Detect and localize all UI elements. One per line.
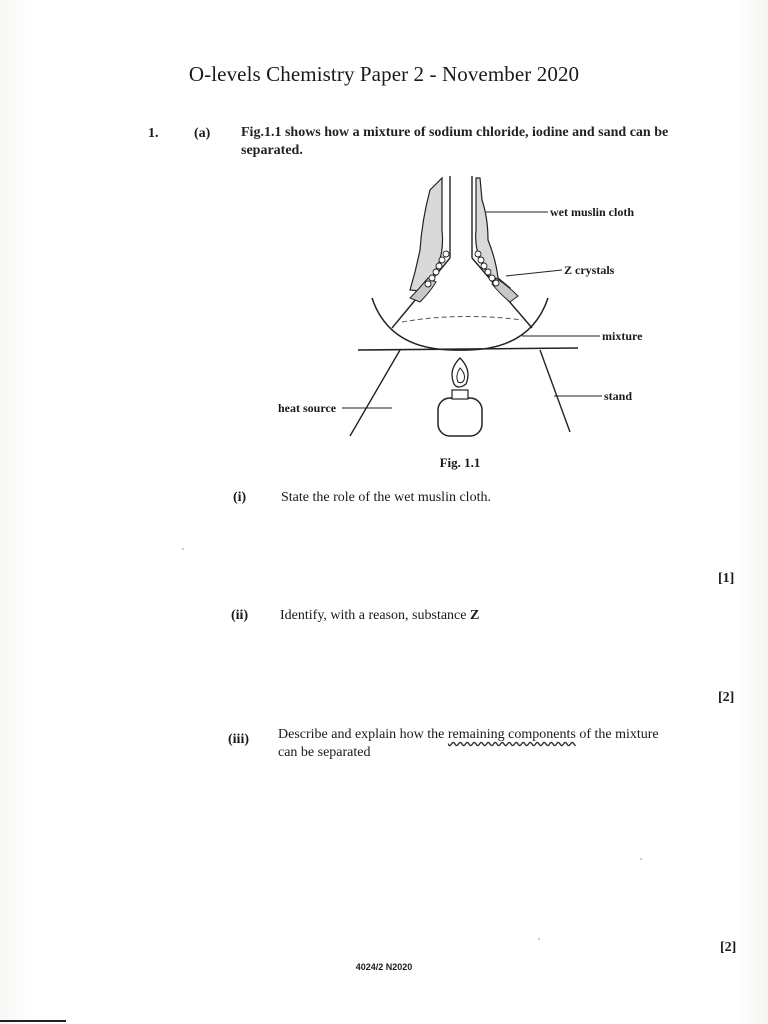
label-z-crystals: Z crystals [564, 263, 615, 277]
subquestion-i-text: State the role of the wet muslin cloth. [281, 490, 491, 505]
subquestion-ii-marks: [2] [718, 690, 735, 705]
subquestion-iii-text-b: of the mixture [575, 727, 659, 742]
paper-code-footer: 4024/2 N2020 [355, 962, 413, 972]
subquestion-iii-text [278, 726, 718, 762]
page-edge-line [0, 1020, 66, 1022]
heat-source-burner [438, 398, 482, 436]
subquestion-ii-text-main: Identify, with a reason, substance [280, 608, 470, 623]
evaporating-basin [372, 298, 548, 350]
label-heat-source: heat source [278, 401, 337, 415]
subquestion-iii-underlined: remaining components [447, 727, 576, 742]
question-intro [241, 124, 681, 160]
figure-sublimation-apparatus [260, 170, 660, 460]
question-part: (a) [194, 126, 211, 141]
scan-speck [182, 548, 184, 550]
scan-speck [538, 938, 540, 940]
scan-speck [640, 858, 642, 860]
subquestion-iii-text-a: Describe and explain how the [278, 727, 448, 742]
subquestion-i-number: (i) [233, 490, 247, 505]
substance-z: Z [469, 608, 480, 623]
question-intro-text: shows how a mixture of sodium chloride, iodine and sand can be separated. [241, 125, 669, 158]
subquestion-ii-number: (ii) [231, 608, 249, 623]
label-stand: stand [604, 389, 633, 403]
tripod-top [358, 348, 578, 350]
figure-caption: Fig. 1.1 [439, 455, 481, 470]
label-wet-muslin-cloth: wet muslin cloth [550, 205, 634, 219]
subquestion-ii-text [280, 607, 479, 625]
question-number: 1. [148, 126, 159, 141]
figure-reference: Fig.1.1 [241, 125, 282, 140]
subquestion-i-marks: [1] [718, 571, 735, 586]
tripod-leg-right [540, 350, 570, 432]
subquestion-iii-text-line2: can be separated [278, 745, 371, 760]
page-title: O-levels Chemistry Paper 2 - November 2020 [188, 62, 580, 86]
subquestion-iii-number: (iii) [228, 732, 249, 747]
subquestion-iii-marks: [2] [720, 940, 737, 955]
tripod-leg-left [350, 350, 400, 436]
mixture-surface [402, 316, 522, 322]
label-mixture: mixture [602, 329, 643, 343]
